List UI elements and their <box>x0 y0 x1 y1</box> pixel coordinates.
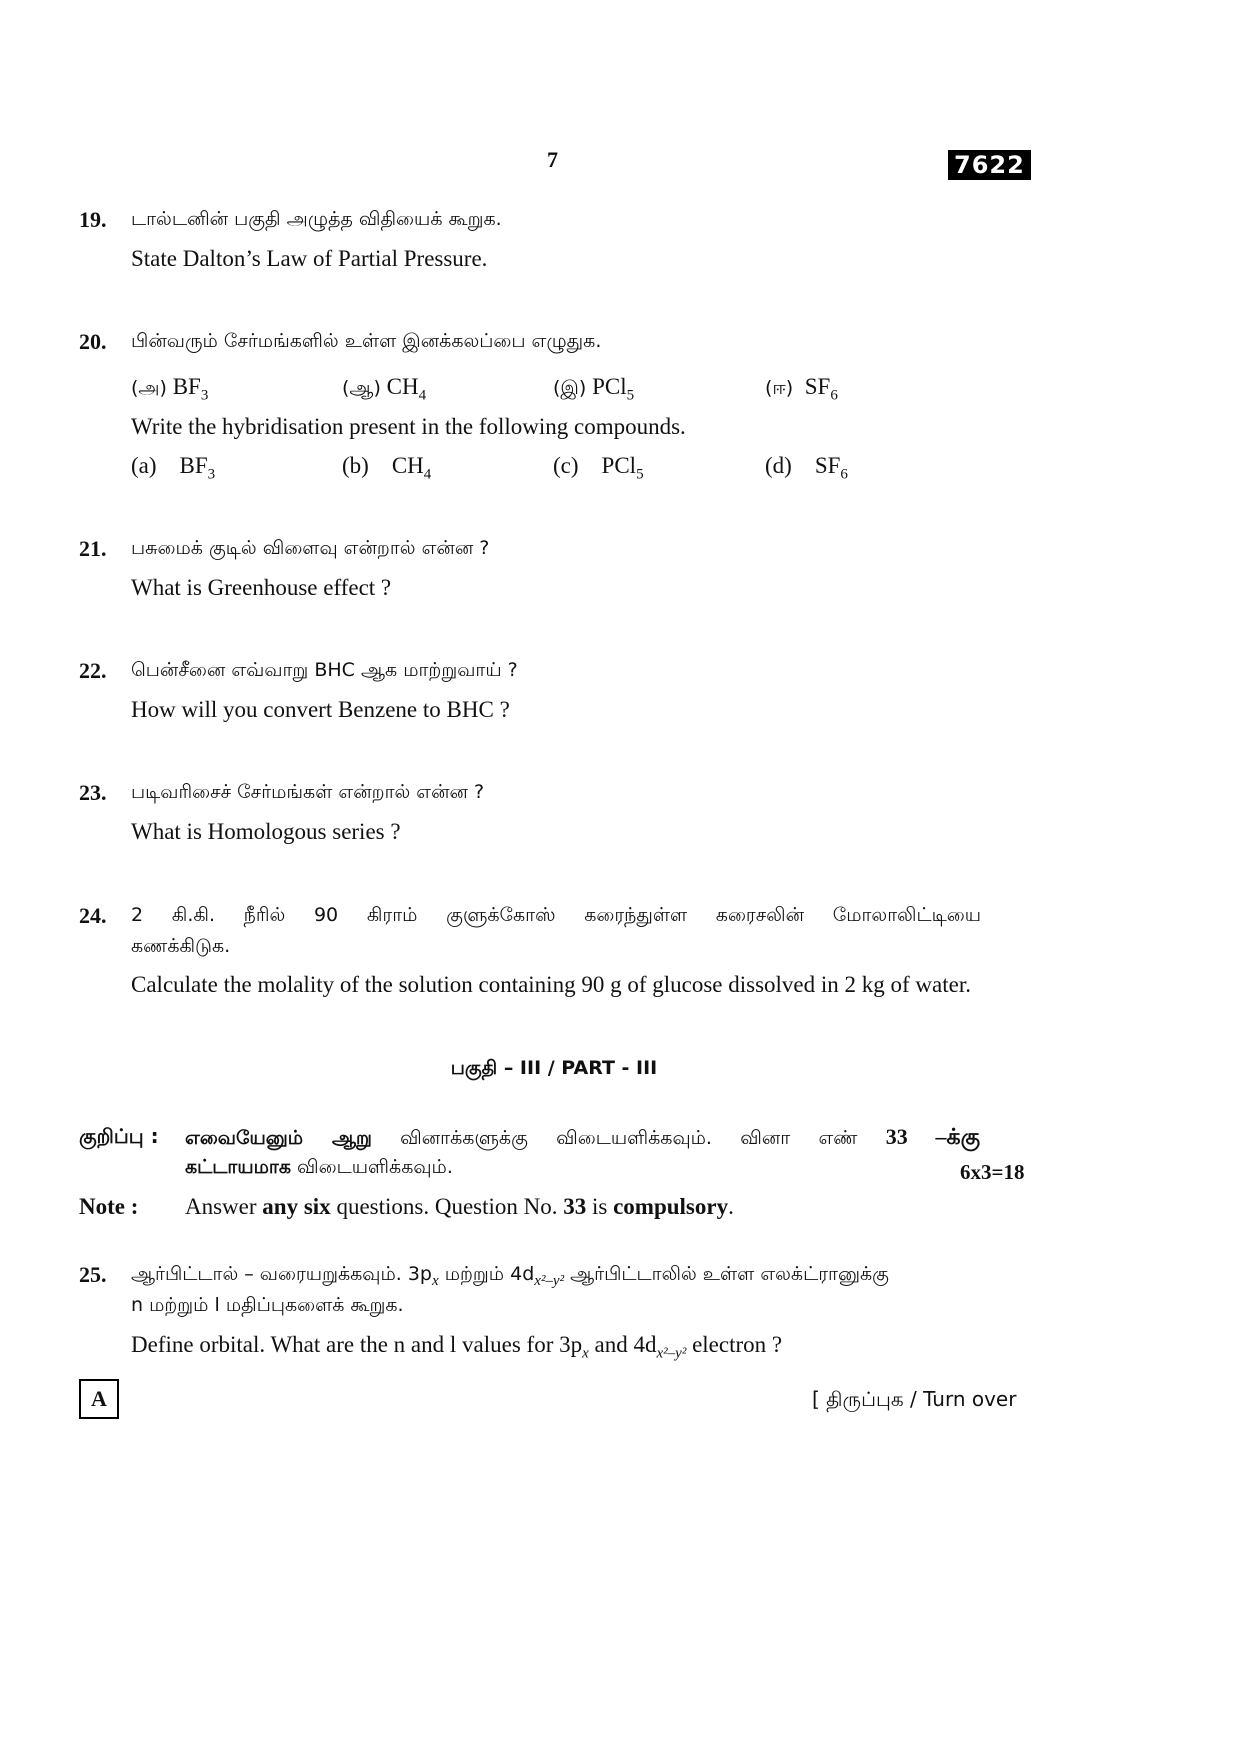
option-en-4: (d) $SF_6$ <box>765 453 848 483</box>
option-en-1: (a) $BF_3$ <box>131 453 216 483</box>
note-label-tamil: குறிப்பு : <box>79 1124 159 1148</box>
question-number: 21. <box>79 536 107 561</box>
option-ta-3: (இ) PCl$_5$ <box>553 374 635 404</box>
question-number: 20. <box>79 329 107 354</box>
question-number: 19. <box>79 207 107 232</box>
question-number: 22. <box>79 658 107 683</box>
option-en-3: (c) PCl$_5$ <box>553 453 644 483</box>
question-text-tamil: ஆர்பிட்டால் – வரையறுக்கவும். $3p_x$ மற்றும் $4d_{x^2-y^2}$ ஆர்பிட்டாலில் உள்ள எலக்ட்ரானுக்கு <box>131 1263 889 1289</box>
question-text-tamil: 2 கி.கி. நீரில் 90 கிராம் குளுக்கோஸ் கரைந்துள்ள கரைசலின் மோலாலிட்டியை <box>131 904 981 926</box>
question-text-english: Calculate the molality of the solution containing 90 g of glucose dissolved in 2 kg of water. <box>131 972 971 997</box>
question-text-english: What is Homologous series ? <box>131 819 401 844</box>
turn-over-text: [ திருப்புக / Turn over <box>812 1387 1017 1411</box>
question-text-tamil-cont: n மற்றும் l மதிப்புகளைக் கூறுக. <box>131 1294 404 1316</box>
question-text-english: Write the hybridisation present in the following compounds. <box>131 414 686 439</box>
paper-code-badge: 7622 <box>948 150 1031 180</box>
option-ta-2: (ஆ) $CH_4$ <box>342 374 427 404</box>
question-text-tamil: பின்வரும் சேர்மங்களில் உள்ள இனக்கலப்பை எழுதுக. <box>131 330 602 352</box>
question-text-english: How will you convert Benzene to BHC ? <box>131 697 510 722</box>
question-text-english: State Dalton’s Law of Partial Pressure. <box>131 246 488 271</box>
marks-allocation: 6x3=18 <box>960 1160 1025 1184</box>
question-text-tamil: பென்சீனை எவ்வாறு BHC ஆக மாற்றுவாய் ? <box>131 659 518 681</box>
question-text-tamil: பசுமைக் குடில் விளைவு என்றால் என்ன ? <box>131 537 490 559</box>
option-ta-4: (ஈ) $SF_6$ <box>765 374 838 404</box>
question-number: 23. <box>79 780 107 805</box>
question-number: 24. <box>79 903 107 928</box>
note-text-tamil-cont: கட்டாயமாக விடையளிக்கவும். <box>185 1156 453 1178</box>
note-label-english: Note : <box>79 1194 139 1219</box>
note-text-tamil: எவையேனும் ஆறு வினாக்களுக்கு விடையளிக்கவும். வினா எண் 33 –க்கு <box>185 1124 980 1149</box>
option-en-2: (b) $CH_4$ <box>342 453 432 483</box>
question-text-tamil: டால்டனின் பகுதி அழுத்த விதியைக் கூறுக. <box>131 208 502 230</box>
question-number: 25. <box>79 1262 107 1287</box>
option-ta-1: (அ) $BF_3$ <box>131 374 209 404</box>
series-box: A <box>79 1379 119 1419</box>
question-text-english: What is Greenhouse effect ? <box>131 575 392 600</box>
note-text-english: Answer any six questions. Question No. 33 is compulsory. <box>185 1194 734 1219</box>
question-text-tamil-cont: கணக்கிடுக. <box>131 935 231 957</box>
page-number: 7 <box>547 147 558 172</box>
part-heading: பகுதி – III / PART - III <box>450 1057 658 1079</box>
question-text-english: Define orbital. What are the n and l values for $3p_x$ and $4d_{x^2-y^2}$ electron ? <box>131 1332 783 1362</box>
question-text-tamil: படிவரிசைச் சேர்மங்கள் என்றால் என்ன ? <box>131 781 485 803</box>
